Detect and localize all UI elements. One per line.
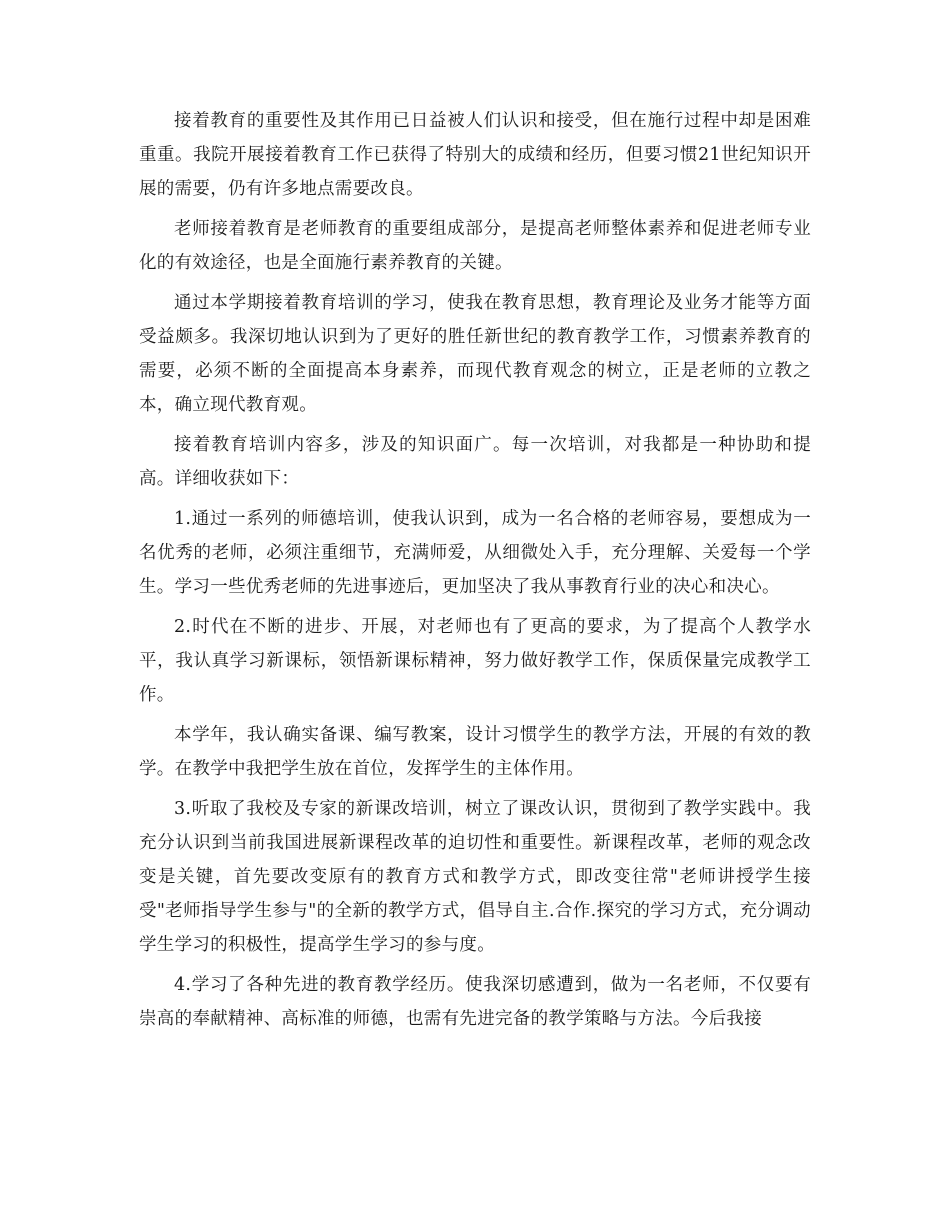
paragraph-8: 3.听取了我校及专家的新课改培训，树立了课改认识，贯彻到了教学实践中。我充分认识到当前我国进展新课程改革的迫切性和重要性。新课程改革，老师的观念改变是关键，首先要改变原有的教育方式和教学方式，即改变往常"老师讲授学生接受"老师指导学生参与"的全新的教学方式，倡导自主.合作.探究的学习方式，充分调动学生学习的积极性，提高学生学习的参与度。 bbox=[139, 799, 811, 955]
paragraph-5: 1.通过一系列的师德培训，使我认识到，成为一名合格的老师容易，要想成为一名优秀的老师，必须注重细节，充满师爱，从细微处入手，充分理解、关爱每一个学生。学习一些优秀老师的先进事迹后，更加坚决了我从事教育行业的决心和决心。 bbox=[139, 509, 811, 597]
paragraph-4: 接着教育培训内容多，涉及的知识面广。每一次培训，对我都是一种协助和提高。详细收获如下： bbox=[139, 435, 811, 489]
paragraph-2: 老师接着教育是老师教育的重要组成部分，是提高老师整体素养和促进老师专业化的有效途径，也是全面施行素养教育的关键。 bbox=[139, 219, 811, 273]
paragraph-6: 2.时代在不断的进步、开展，对老师也有了更高的要求，为了提高个人教学水平，我认真学习新课标，领悟新课标精神，努力做好教学工作，保质保量完成教学工作。 bbox=[139, 617, 811, 705]
paragraph-7: 本学年，我认确实备课、编写教案，设计习惯学生的教学方法，开展的有效的教学。在教学中我把学生放在首位，发挥学生的主体作用。 bbox=[139, 725, 811, 779]
document-body bbox=[139, 104, 811, 1042]
paragraph-9: 4.学习了各种先进的教育教学经历。使我深切感遭到，做为一名老师，不仅要有崇高的奉献精神、高标准的师德，也需有先进完备的教学策略与方法。今后我接 bbox=[139, 975, 811, 1029]
paragraph-3: 通过本学期接着教育培训的学习，使我在教育思想，教育理论及业务才能等方面受益颇多。我深切地认识到为了更好的胜任新世纪的教育教学工作，习惯素养教育的需要，必须不断的全面提高本身素养，而现代教育观念的树立，正是老师的立教之本，确立现代教育观。 bbox=[139, 293, 811, 415]
paragraph-1: 接着教育的重要性及其作用已日益被人们认识和接受，但在施行过程中却是困难重重。我院开展接着教育工作已获得了特别大的成绩和经历，但要习惯21世纪知识开展的需要，仍有许多地点需要改良。 bbox=[139, 111, 811, 199]
